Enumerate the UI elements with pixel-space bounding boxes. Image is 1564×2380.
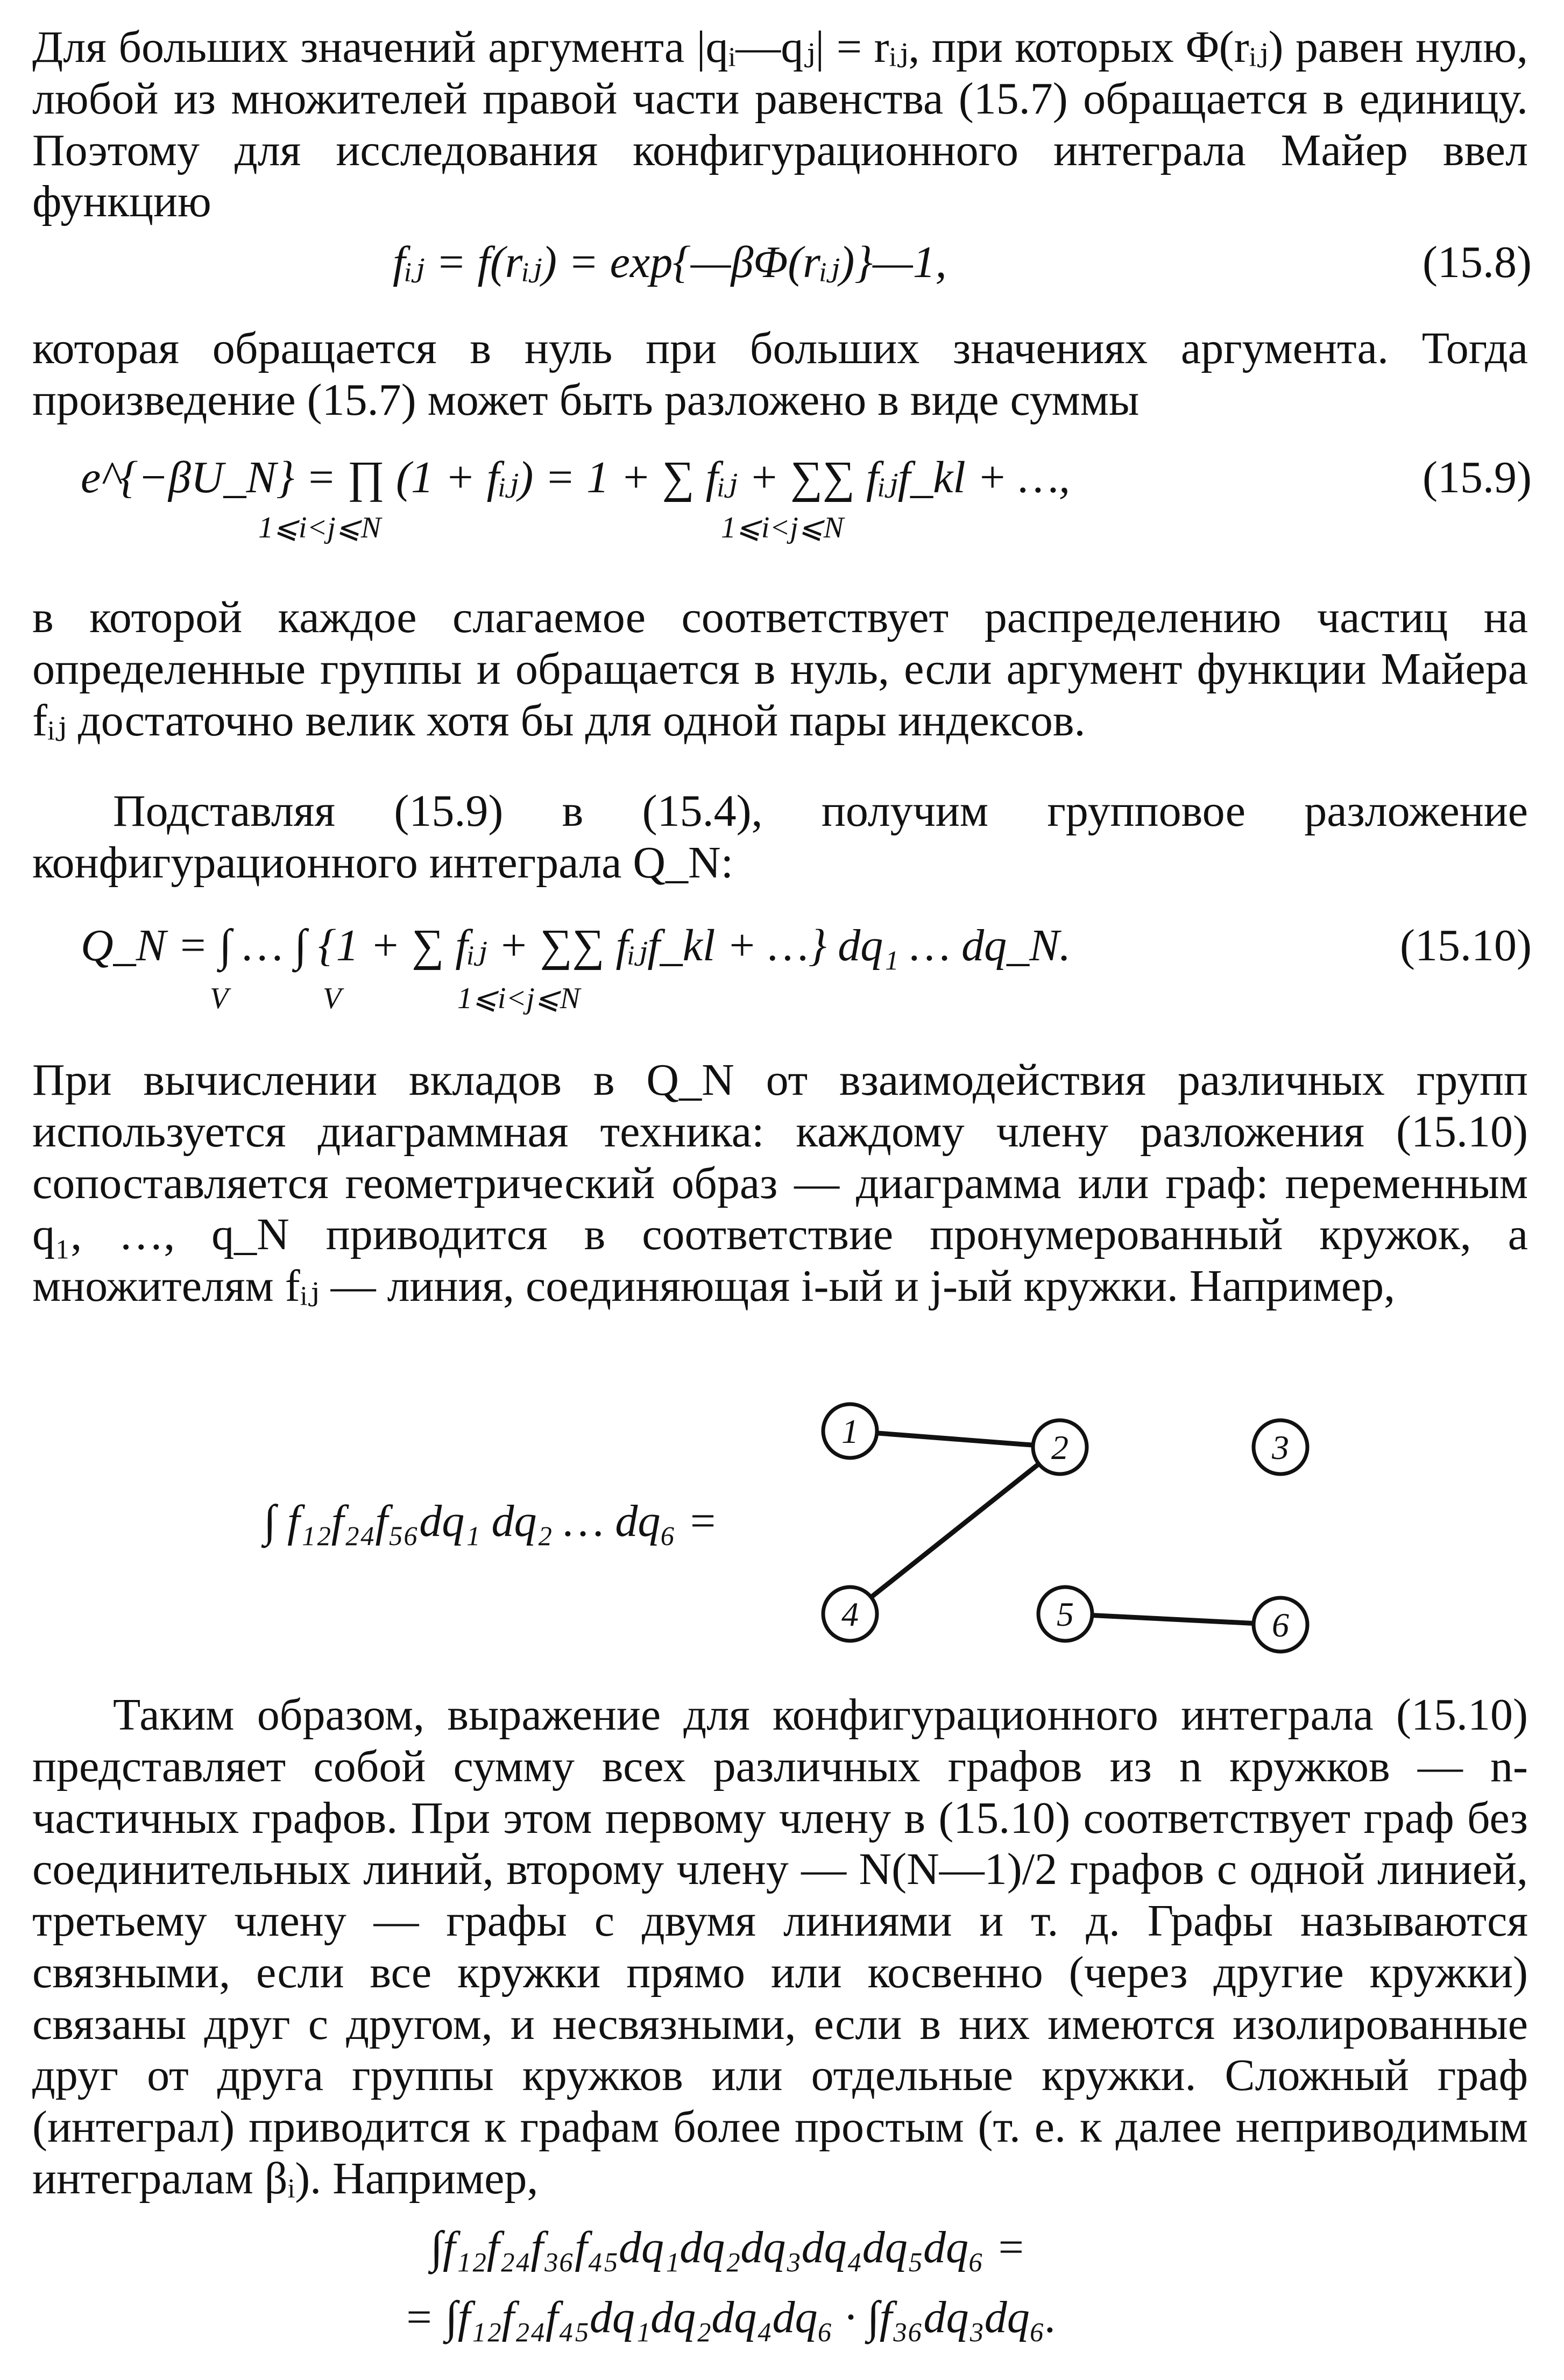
equation-15-9-product-limits: 1⩽i<j⩽N bbox=[258, 511, 381, 544]
graph-edge-5-6 bbox=[1092, 1615, 1254, 1623]
equation-15-8-formula: fᵢⱼ = f(rᵢⱼ) = exp{—βΦ(rᵢⱼ)}—1, bbox=[393, 237, 947, 287]
graph-node-label: 4 bbox=[841, 1595, 859, 1633]
graph-node-3 bbox=[1254, 1420, 1307, 1474]
graph-edge-1-2 bbox=[877, 1433, 1033, 1445]
final-formula-line-2: = ∫f₁₂f₂₄f₄₅dq₁dq₂dq₄dq₆ · ∫f₃₆dq₃dq₆. bbox=[404, 2292, 1057, 2342]
graph-node-label: 1 bbox=[841, 1412, 859, 1450]
paragraph-product-expansion: которая обращается в нуль при больших значениях аргумента. Тогда произведение (15.7) может быть разложено в виде суммы bbox=[32, 323, 1528, 425]
graph-node-label: 6 bbox=[1272, 1606, 1289, 1644]
graph-integral-formula: ∫ f₁₂f₂₄f₅₆dq₁ dq₂ … dq₆ = bbox=[264, 1496, 718, 1546]
equation-15-10-limit-v1: V bbox=[210, 982, 229, 1015]
equation-15-8-number: (15.8) bbox=[1423, 237, 1532, 287]
equation-15-10-formula: Q_N = ∫ … ∫ {1 + ∑ fᵢⱼ + ∑∑ fᵢⱼf_kl + …} dq₁ … dq_N. bbox=[81, 920, 1071, 971]
equation-15-9-sum-limits: 1⩽i<j⩽N bbox=[721, 511, 844, 544]
graph-node-5 bbox=[1038, 1587, 1092, 1641]
graph-node-1 bbox=[823, 1404, 877, 1458]
paragraph-graph-classification: Таким образом, выражение для конфигурационного интеграла (15.10) представляет собой сумму всех различных графов из n кружков — n-частичных графов. При этом первому члену в (15.10) соответствует граф без соединительных линий, второму члену — N(N—1)/2 графов с одной линией, третьему члену — графы с двумя линиями и т. д. Графы называются связными, если все кружки прямо или косвенно (через другие кружки) связаны друг с другом, и несвязными, если в них имеются изолированные друг от друга группы кружков или отдельные кружки. Сложный граф (интеграл) приводится к графам более простым (т. е. к далее неприводимым интегралам βᵢ). Например, bbox=[32, 1690, 1528, 2204]
equation-15-10 bbox=[0, 920, 1564, 1038]
graph-node-2 bbox=[1033, 1420, 1087, 1474]
paragraph-diagram-technique: При вычислении вкладов в Q_N от взаимодействия различных групп используется диаграммная техника: каждому члену разложения (15.10) сопоставляется геометрический образ — диаграмма или граф: переменным q₁, …, q_N приводится в соответствие пронумерованный кружок, а множителям fᵢⱼ — линия, соединяющая i-ый и j-ый кружки. Например, bbox=[32, 1055, 1528, 1311]
equation-15-10-number: (15.10) bbox=[1400, 920, 1532, 971]
equation-15-9-number: (15.9) bbox=[1423, 452, 1532, 502]
equation-15-10-sum-limits: 1⩽i<j⩽N bbox=[457, 982, 581, 1015]
final-formula-line-1: ∫f₁₂f₂₄f₃₆f₄₅dq₁dq₂dq₃dq₄dq₅dq₆ = bbox=[430, 2222, 1026, 2272]
equation-15-10-limit-v2: V bbox=[323, 982, 342, 1015]
equation-15-9 bbox=[0, 452, 1564, 570]
paragraph-group-distribution: в которой каждое слагаемое соответствует распределению частиц на определенные группы и обращается в нуль, если аргумент функции Майера fᵢⱼ достаточно велик хотя бы для одной пары индексов. bbox=[32, 592, 1528, 746]
equation-15-9-formula: e^{−βU_N} = ∏ (1 + fᵢⱼ) = 1 + ∑ fᵢⱼ + ∑∑ fᵢⱼf_kl + …, bbox=[81, 452, 1071, 502]
graph-node-label: 5 bbox=[1057, 1595, 1074, 1633]
graph-node-4 bbox=[823, 1587, 877, 1641]
graph-edge-2-4 bbox=[871, 1464, 1039, 1597]
graph-node-label: 3 bbox=[1272, 1428, 1289, 1467]
mayer-graph-diagram bbox=[780, 1388, 1372, 1668]
graph-node-label: 2 bbox=[1051, 1428, 1068, 1467]
graph-nodes bbox=[823, 1404, 1307, 1652]
paragraph-group-expansion: Подставляя (15.9) в (15.4), получим групповое разложение конфигурационного интеграла Q_N: bbox=[32, 786, 1528, 888]
graph-node-6 bbox=[1254, 1598, 1307, 1652]
paragraph-mayer-intro: Для больших значений аргумента |qᵢ—qⱼ| = rᵢⱼ, при которых Φ(rᵢⱼ) равен нулю, любой из множителей правой части равенства (15.7) обращается в единицу. Поэтому для исследования конфигурационного интеграла Майер ввел функцию bbox=[32, 22, 1528, 227]
